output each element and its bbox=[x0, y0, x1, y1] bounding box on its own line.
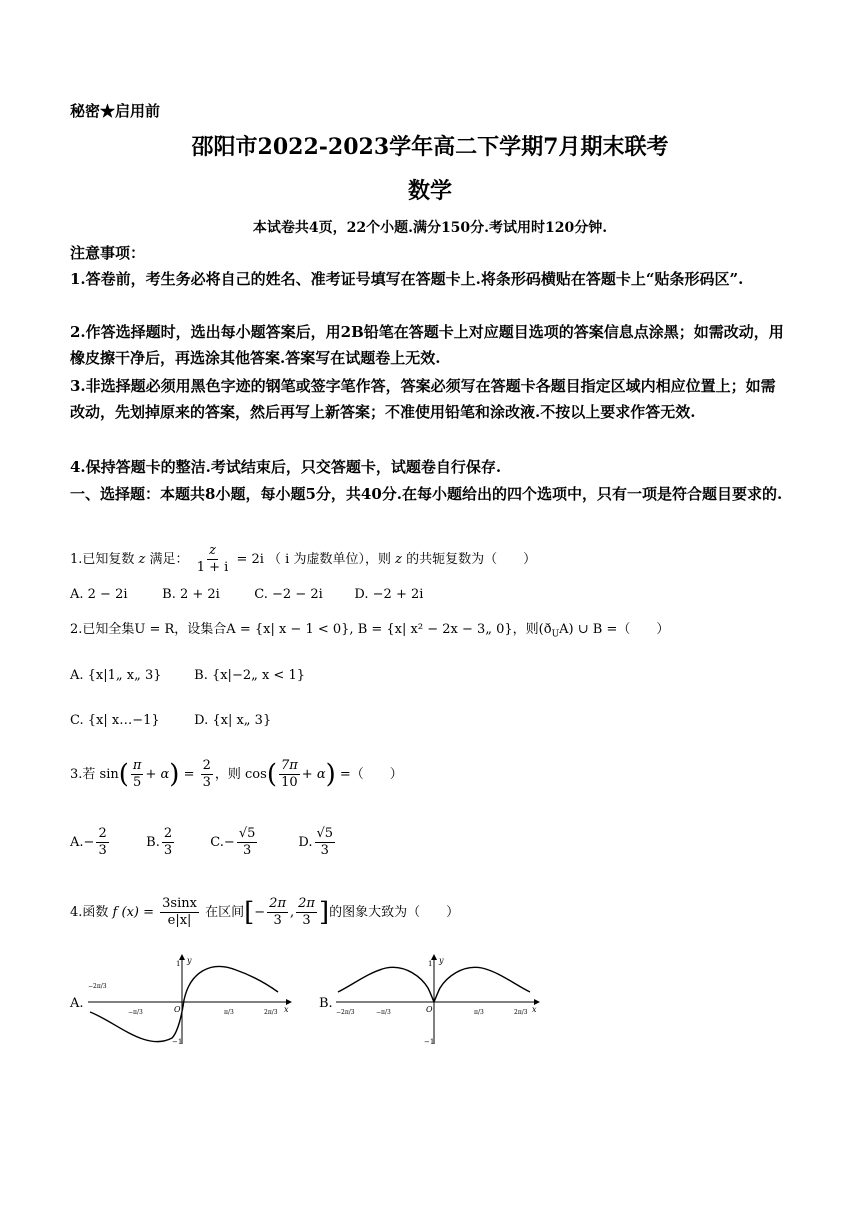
q3-end: =（ ） bbox=[339, 767, 403, 782]
q1-var: z bbox=[138, 552, 146, 567]
q1-option-a[interactable]: A. 2 − 2i bbox=[70, 587, 128, 602]
q4-lbracket: [ bbox=[244, 897, 255, 928]
q3-b-den: 10 bbox=[281, 775, 298, 790]
exam-title: 邵阳市2022-2023学年高二下学期7月期末联考 bbox=[191, 134, 669, 160]
note-item-3: 3.非选择题必须用黑色字迹的钢笔或签字笔作答，答案必须写在答题卡各题目指定区域内相应位置上；如需改动，先划掉原来的答案，然后再写上新答案；不准使用铅笔和涂改液.不按以上要求作答无效. bbox=[70, 377, 776, 421]
q4-left-num: 2π bbox=[269, 896, 286, 911]
graph-a bbox=[86, 952, 296, 1052]
note-item-4: 4.保持答题卡的整洁.考试结束后，只交答题卡，试题卷自行保存. bbox=[70, 458, 502, 476]
q4-left-den: 3 bbox=[273, 913, 282, 928]
subject-title: 数学 bbox=[407, 178, 452, 204]
q3-lparen-1: ( bbox=[118, 759, 129, 790]
q3-r-den: 3 bbox=[202, 775, 211, 790]
q4-end: 的图象大致为（ ） bbox=[329, 905, 460, 920]
graph-a-ytick-top: 1 bbox=[176, 960, 181, 968]
q1-frac-num: z bbox=[209, 543, 216, 558]
q3-a-opt-den: 3 bbox=[98, 843, 107, 858]
q4-f-den: e|x| bbox=[167, 913, 192, 928]
q3-c-label: C. bbox=[210, 835, 224, 850]
q3-b-opt-den: 3 bbox=[163, 843, 173, 858]
graph-a-tick-l2: −π/3 bbox=[128, 1009, 143, 1016]
question-4: 4.函数 f (x) = $\frac{3\sin x}{e|x|}$ 在区间[− $\frac{2\pi}{3}$ , $\frac{2\pi}{3}$ ]的图象大致为（ ） bbox=[70, 896, 460, 928]
q3-c-opt-num: √5 bbox=[238, 826, 256, 841]
q2-option-a[interactable]: A. {x|1„ x„ 3} bbox=[70, 668, 162, 683]
q3-rparen-2: ) bbox=[325, 759, 336, 790]
q3-c-opt-den: 3 bbox=[242, 843, 252, 858]
graph-a-tick-l1: −2π/3 bbox=[88, 983, 107, 990]
q1-rhs: = 2i bbox=[236, 552, 264, 567]
q1-prefix: 1.已知复数 bbox=[70, 552, 135, 567]
q3-frac-b bbox=[279, 758, 300, 791]
graph-b-origin: O bbox=[426, 1005, 433, 1014]
q4-fx: f (x) = bbox=[112, 905, 154, 920]
q4-prefix: 4.函数 bbox=[70, 905, 109, 920]
note-item-1: 1.答卷前，考生务必将自己的姓名、准考证号填写在答题卡上.将条形码横贴在答题卡上“贴条形码区”. bbox=[70, 270, 744, 288]
q3-rparen-1: ) bbox=[169, 759, 180, 790]
q3-option-c[interactable] bbox=[210, 826, 294, 859]
q2-option-d[interactable]: D. {x| x„ 3} bbox=[194, 713, 272, 728]
q3-a-label: A. bbox=[70, 835, 84, 850]
graph-b-ytick-bot: −1 bbox=[424, 1038, 435, 1046]
graph-b-label: B. bbox=[319, 996, 333, 1011]
q1-option-c[interactable]: C. −2 − 2i bbox=[254, 587, 323, 602]
note-item-2: 2.作答选择题时，选出每小题答案后，用2B铅笔在答题卡上对应题目选项的答案信息点涂黑；如需改动，用橡皮擦干净后，再选涂其他答案.答案写在试题卷上无效. bbox=[70, 323, 784, 367]
graph-b-tick-l2: −π/3 bbox=[376, 1009, 391, 1016]
graph-a-ytick-bot: −1 bbox=[172, 1038, 183, 1046]
q2-option-b[interactable]: B. {x|−2„ x < 1} bbox=[194, 668, 306, 683]
question-2 bbox=[70, 620, 669, 645]
q3-eq: = bbox=[183, 767, 195, 782]
q3-c-sign: − bbox=[223, 835, 235, 850]
graph-b-tick-r1: π/3 bbox=[474, 1009, 484, 1016]
q1-option-d[interactable]: D. −2 + 2i bbox=[354, 587, 424, 602]
question-3 bbox=[70, 758, 403, 791]
q3-prefix: 3.若 sin bbox=[70, 767, 119, 782]
q3-a-den: 5 bbox=[133, 775, 142, 790]
q3-d-label: D. bbox=[298, 835, 313, 850]
q2-stem-2: A) ∪ B =（ ） bbox=[559, 622, 670, 637]
q3-lparen-2: ( bbox=[266, 759, 277, 790]
q1-fraction bbox=[195, 543, 231, 576]
graph-a-origin: O bbox=[174, 1005, 181, 1014]
q3-r-num: 2 bbox=[202, 758, 211, 773]
q4-frac bbox=[160, 896, 199, 929]
q3-a-tail: + α bbox=[145, 767, 170, 782]
q3-b-opt-num: 2 bbox=[163, 826, 173, 841]
q3-d-frac bbox=[315, 826, 336, 859]
q3-d-opt-num: √5 bbox=[316, 826, 334, 841]
graph-b-tick-l1: −2π/3 bbox=[336, 1009, 355, 1016]
graph-b-tick-r2: 2π/3 bbox=[514, 1009, 528, 1016]
q4-f-num: 3sinx bbox=[162, 896, 197, 911]
q3-a-frac bbox=[96, 826, 108, 859]
q3-a-sign: − bbox=[83, 835, 95, 850]
q2-sub: U bbox=[551, 629, 560, 640]
q1-options bbox=[70, 585, 423, 605]
q4-right-frac bbox=[296, 896, 317, 929]
q3-frac-a bbox=[131, 758, 144, 791]
q1-mid: 满足： bbox=[149, 552, 189, 567]
q3-option-d[interactable] bbox=[298, 826, 337, 858]
q2-options-row-1 bbox=[70, 666, 305, 686]
q1-option-b[interactable]: B. 2 + 2i bbox=[162, 587, 220, 602]
q3-b-tail: + α bbox=[301, 767, 326, 782]
graph-a-curve bbox=[90, 967, 278, 1042]
q1-paren: （ i 为虚数单位），则 bbox=[268, 552, 391, 567]
q4-left-frac bbox=[267, 896, 288, 929]
q4-mid: 在区间 bbox=[205, 905, 245, 920]
q3-frac-r bbox=[201, 758, 213, 791]
q3-b-num: 7π bbox=[280, 758, 298, 773]
q3-mid: ，则 cos bbox=[214, 767, 267, 782]
secret-label: 秘密★启用前 bbox=[70, 102, 161, 120]
q3-b-label: B. bbox=[146, 835, 160, 850]
q2-stem: 2.已知全集U = R，设集合A = {x| x − 1 < 0}, B = {x| x² − 2x − 3„ 0}，则(ð bbox=[70, 622, 552, 637]
q1-frac-den: 1 + i bbox=[196, 560, 229, 575]
q3-a-num: π bbox=[132, 758, 142, 773]
graph-a-y-label: y bbox=[187, 956, 192, 965]
graph-b-ytick-top: 1 bbox=[428, 960, 433, 968]
graph-b-x-label: x bbox=[532, 1005, 537, 1014]
question-1 bbox=[70, 543, 536, 576]
q3-option-a[interactable] bbox=[70, 826, 142, 859]
q3-options bbox=[70, 826, 337, 859]
q2-options-row-2 bbox=[70, 711, 271, 731]
notes-heading: 注意事项： bbox=[70, 244, 146, 262]
q1-tail: 的共轭复数为（ ） bbox=[406, 552, 537, 567]
q2-option-c[interactable]: C. {x| x…−1} bbox=[70, 713, 160, 728]
q4-rbracket: ] bbox=[318, 897, 330, 928]
q4-right-den: 3 bbox=[302, 913, 311, 928]
graph-a-tick-r1: π/3 bbox=[224, 1009, 234, 1016]
q4-right-num: 2π bbox=[298, 896, 315, 911]
graph-b-y-label: y bbox=[439, 956, 444, 965]
q3-a-opt-num: 2 bbox=[98, 826, 107, 841]
q3-c-frac bbox=[237, 826, 258, 859]
graph-a-tick-r2: 2π/3 bbox=[264, 1009, 278, 1016]
q3-d-opt-den: 3 bbox=[320, 843, 329, 858]
exam-info: 本试卷共4页，22个小题.满分150分.考试用时120分钟. bbox=[252, 220, 608, 236]
q3-b-frac bbox=[162, 826, 174, 859]
graph-b bbox=[334, 952, 544, 1052]
q1-var-2: z bbox=[395, 552, 402, 567]
q3-option-b[interactable] bbox=[146, 826, 206, 859]
graph-a-label: A. bbox=[70, 996, 84, 1011]
section-1-heading: 一、选择题：本题共8小题，每小题5分，共40分.在每小题给出的四个选项中，只有一项是符合题目要求的. bbox=[70, 485, 783, 503]
graph-a-x-label: x bbox=[284, 1005, 289, 1014]
